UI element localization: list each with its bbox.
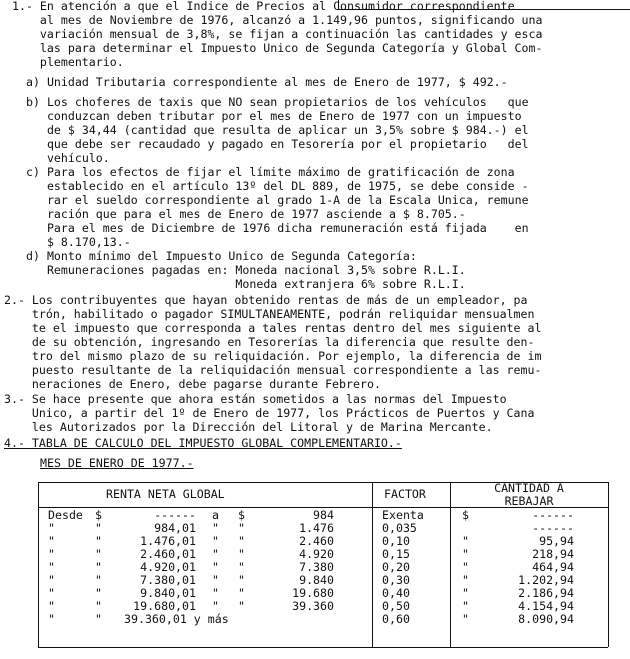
- table-cell-cur3: ": [462, 534, 469, 548]
- table-cell-rebajar: 464,94: [532, 560, 574, 574]
- item-b-line: que debe ser recaudado y pagado en Tesorería por el propietario del: [26, 137, 529, 151]
- item-c-line: establecido en el artículo 13º del DL 889, de 1975, se debe conside -: [26, 179, 529, 193]
- item-d-line: d) Monto mínimo del Impuesto Unico de Segunda Categoría:: [26, 249, 417, 263]
- item-a: a) Unidad Tributaria correspondiente al mes de Enero de 1977, $ 492.-: [26, 75, 508, 89]
- table-cell-rebajar: 1.202,94: [518, 573, 574, 587]
- table-cell-factor: 0,50: [382, 599, 410, 613]
- paragraph-1-line: las para determinar el Impuesto Unico de Segunda Categoría y Global Com-: [12, 41, 543, 55]
- table-cell-cur2: ": [238, 521, 245, 535]
- table-cell-desde: ": [48, 534, 55, 548]
- table-cell-a: ": [212, 560, 219, 574]
- table-cell-a: ": [212, 547, 219, 561]
- table-cell-cur2: $: [238, 508, 245, 522]
- table-cell-cur3: $: [462, 508, 469, 522]
- table-cell-from: 9.840,01: [140, 586, 196, 600]
- table-left-border: [38, 482, 39, 647]
- table-cell-cur2: ": [238, 560, 245, 574]
- table-cell-to: 39.360: [292, 599, 334, 613]
- table-cell-from: 4.920,01: [140, 560, 196, 574]
- table-cell-factor: 0,20: [382, 560, 410, 574]
- table-col-divider: [372, 482, 373, 647]
- item-d-line: Moneda extranjera 6% sobre R.L.I.: [26, 277, 466, 291]
- table-cell-rebajar: 218,94: [532, 547, 574, 561]
- paragraph-1-line: plementario.: [12, 55, 124, 69]
- table-cell-factor: 0,035: [382, 521, 417, 535]
- table-cell-from: 2.460,01: [140, 547, 196, 561]
- paragraph-2-line: tro del mismo plazo de su reliquidación. Por ejemplo, la diferencia de im: [4, 349, 542, 363]
- table-cell-cur1: ": [95, 521, 102, 535]
- table-cell-cur2: ": [238, 547, 245, 561]
- table-cell-from: ------: [154, 508, 196, 522]
- table-cell-a: ": [212, 586, 219, 600]
- table-cell-cur3: ": [462, 560, 469, 574]
- table-subheading: MES DE ENERO DE 1977.-: [40, 456, 194, 470]
- table-cell-to: 7.380: [299, 560, 334, 574]
- header-cantidad: CANTIDAD A REBAJAR: [494, 481, 564, 508]
- header-factor: FACTOR: [384, 487, 426, 501]
- table-cell-to: 9.840: [299, 573, 334, 587]
- table-cell-cur1: ": [95, 586, 102, 600]
- table-cell-cur1: ": [95, 534, 102, 548]
- item-c-line: rar el sueldo correspondiente al grado 1-A de la Escala Unica, remune: [26, 193, 529, 207]
- table-cell-from: 39.360,01 y más: [124, 612, 229, 626]
- table-cell-cur2: ": [238, 586, 245, 600]
- table-cell-rebajar: 95,94: [539, 534, 574, 548]
- table-cell-desde: Desde: [48, 508, 83, 522]
- table-cell-desde: ": [48, 521, 55, 535]
- item-d-line: Remuneraciones pagadas en: Moneda nacional 3,5% sobre R.L.I.: [26, 263, 466, 277]
- table-cell-desde: ": [48, 612, 55, 626]
- table-cell-factor: 0,30: [382, 573, 410, 587]
- table-cell-cur3: ": [462, 599, 469, 613]
- table-cell-cur2: ": [238, 573, 245, 587]
- table-cell-cur3: ": [462, 547, 469, 561]
- paragraph-2-line: neraciones de Enero, debe pagarse durante Febrero.: [4, 377, 381, 391]
- table-cell-cur2: ": [238, 534, 245, 548]
- paragraph-2-line: puesto resultante de la reliquidación mensual correspondiente a las remu-: [4, 363, 542, 377]
- table-cell-cur1: $: [95, 508, 102, 522]
- item-b-line: de $ 34,44 (cantidad que resulta de aplicar un 3,5% sobre $ 984.-) el: [26, 123, 529, 137]
- table-cell-from: 19.680,01: [133, 599, 196, 613]
- table-cell-to: 984: [313, 508, 334, 522]
- table-cell-factor: 0,40: [382, 586, 410, 600]
- table-right-border: [608, 482, 609, 647]
- paragraph-3-line: 3.- Se hace presente que ahora están sometidos a las normas del Impuesto: [4, 392, 507, 406]
- table-cell-factor: Exenta: [382, 508, 424, 522]
- paragraph-1-line: variación mensual de 3,8%, se fijan a continuación las cantidades y esca: [12, 27, 543, 41]
- table-cell-to: 2.460: [299, 534, 334, 548]
- table-cell-desde: ": [48, 560, 55, 574]
- item-b-line: b) Los choferes de taxis que NO sean propietarios de los vehículos que: [26, 95, 529, 109]
- table-cell-a: ": [212, 521, 219, 535]
- table-cell-desde: ": [48, 599, 55, 613]
- table-cell-cur2: ": [238, 599, 245, 613]
- paragraph-1-line: al mes de Noviembre de 1976, alcanzó a 1.149,96 puntos, significando una: [12, 13, 543, 27]
- table-cell-a: ": [212, 573, 219, 587]
- item-c-line: Para el mes de Diciembre de 1976 dicha remuneración está fijada en: [26, 221, 529, 235]
- paragraph-2-line: trón, habilitado o pagador SIMULTANEAMENTE, podrán reliquidar mensualmen: [4, 307, 535, 321]
- table-cell-cur1: ": [95, 599, 102, 613]
- table-cell-from: 984,01: [154, 521, 196, 535]
- table-cell-cur3: ": [462, 612, 469, 626]
- table-cell-factor: 0,10: [382, 534, 410, 548]
- table-bottom-border: [38, 647, 608, 648]
- item-b-line: vehículo.: [26, 151, 110, 165]
- paragraph-2-line: 2.- Los contribuyentes que hayan obtenido rentas de más de un empleador, pa: [4, 293, 528, 307]
- table-cell-cur3: ": [462, 573, 469, 587]
- table-cell-cur1: ": [95, 547, 102, 561]
- paragraph-3-line: Unico, a partir del 1º de Enero de 1977, los Prácticos de Puertos y Cana: [4, 406, 535, 420]
- table-cell-from: 7.380,01: [140, 573, 196, 587]
- table-cell-rebajar: 8.090,94: [518, 612, 574, 626]
- table-cell-rebajar: ------: [532, 508, 574, 522]
- table-cell-factor: 0,15: [382, 547, 410, 561]
- table-cell-rebajar: 4.154,94: [518, 599, 574, 613]
- table-heading: 4.- TABLA DE CALCULO DEL IMPUESTO GLOBAL COMPLEMENTARIO.-: [4, 436, 402, 450]
- table-cell-factor: 0,60: [382, 612, 410, 626]
- paragraph-2-line: de su obtención, ingresando en Tesorerías la diferencia que resulte den-: [4, 335, 535, 349]
- item-b-line: conduzcan deben tributar por el mes de Enero de 1977 con un impuesto: [26, 109, 522, 123]
- paragraph-2-line: te el impuesto que corresponda a tales rentas dentro del mes siguiente al: [4, 321, 542, 335]
- paragraph-3-line: les Autorizados por la Dirección del Litoral y de Marina Mercante.: [4, 420, 493, 434]
- table-cell-a: ": [212, 599, 219, 613]
- item-c-line: ración que para el mes de Enero de 1977 asciende a $ 8.705.-: [26, 207, 466, 221]
- item-c-line: $ 8.170,13.-: [26, 235, 131, 249]
- table-cell-desde: ": [48, 547, 55, 561]
- table-cell-to: 19.680: [292, 586, 334, 600]
- table-cell-desde: ": [48, 586, 55, 600]
- table-cell-to: 1.476: [299, 521, 334, 535]
- paragraph-1-line: 1.- En atención a que el Indice de Precios al Consumidor correspondiente: [12, 0, 515, 13]
- table-cell-rebajar: 2.186,94: [518, 586, 574, 600]
- table-cell-desde: ": [48, 573, 55, 587]
- table-cell-cur1: ": [95, 573, 102, 587]
- table-col-divider: [450, 482, 451, 647]
- table-cell-rebajar: ------: [532, 521, 574, 535]
- table-cell-to: 4.920: [299, 547, 334, 561]
- table-cell-cur1: ": [95, 560, 102, 574]
- item-c-line: c) Para los efectos de fijar el límite máximo de gratificación de zona: [26, 165, 515, 179]
- table-cell-from: 1.476,01: [140, 534, 196, 548]
- table-cell-a: a: [212, 508, 219, 522]
- table-cell-a: ": [212, 534, 219, 548]
- table-cell-cur3: ": [462, 586, 469, 600]
- table-cell-cur1: ": [95, 612, 102, 626]
- header-renta: RENTA NETA GLOBAL: [106, 487, 225, 501]
